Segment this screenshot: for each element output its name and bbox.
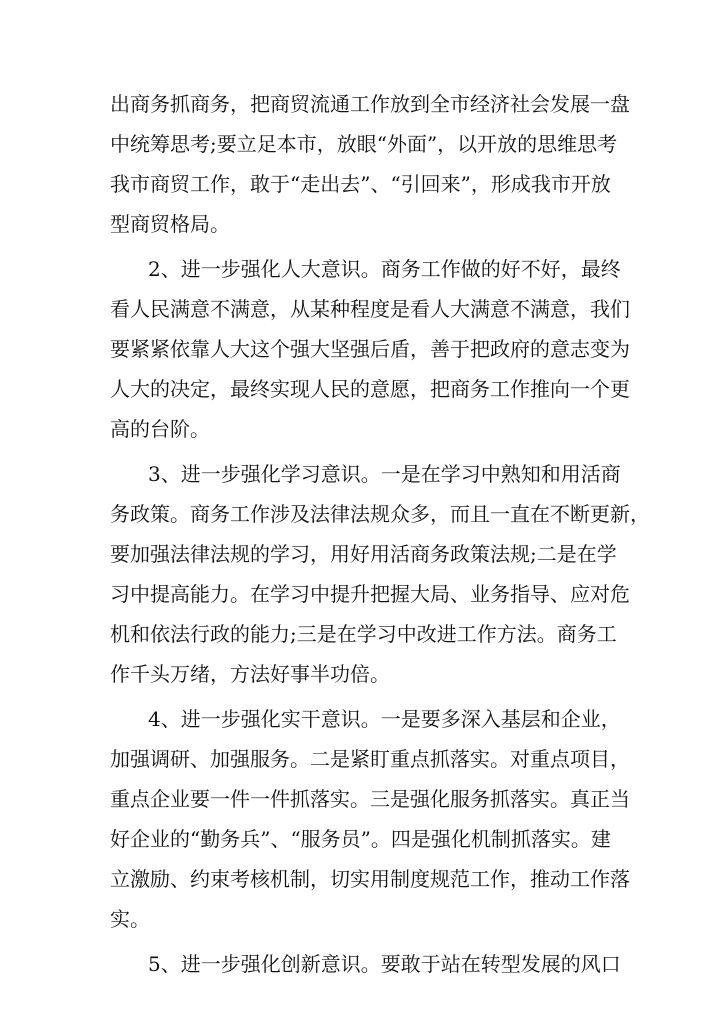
text-line: 4、进一步强化实干意识。一是要多深入基层和企业，: [148, 707, 621, 731]
text-line: 作千头万绪，方法好事半功倍。: [110, 662, 390, 686]
text-line: 看人民满意不满意，从某种程度是看人大满意不满意，我们: [110, 297, 630, 321]
text-line: 习中提高能力。在学习中提升把握大局、业务指导、应对危: [110, 582, 630, 606]
text-line: 我市商贸工作，敢于“走出去”、“引回来”，形成我市开放: [110, 172, 611, 196]
text-line: 要加强法律法规的学习，用好用活商务政策法规;二是在学: [110, 542, 617, 566]
text-line: 好企业的“勤务兵”、“服务员”。四是强化机制抓落实。建: [110, 827, 611, 851]
text-line: 机和依法行政的能力;三是在学习中改进工作方法。商务工: [110, 622, 617, 646]
text-line: 5、进一步强化创新意识。要敢于站在转型发展的风口: [148, 952, 621, 976]
text-line: 3、进一步强化学习意识。一是在学习中熟知和用活商: [148, 462, 621, 486]
text-line: 出商务抓商务，把商贸流通工作放到全市经济社会发展一盘: [110, 92, 630, 116]
text-line: 中统筹思考;要立足本市，放眼“外面”，以开放的思维思考: [110, 132, 618, 156]
text-line: 加强调研、加强服务。二是紧盯重点抓落实。对重点项目，: [110, 747, 630, 771]
text-line: 高的台阶。: [110, 417, 210, 441]
text-line: 型商贸格局。: [110, 212, 230, 236]
text-line: 立激励、约束考核机制，切实用制度规范工作，推动工作落: [110, 867, 630, 891]
text-line: 2、进一步强化人大意识。商务工作做的好不好，最终: [148, 257, 621, 281]
text-line: 务政策。商务工作涉及法律法规众多，而且一直在不断更新，: [110, 502, 650, 526]
text-line: 重点企业要一件一件抓落实。三是强化服务抓落实。真正当: [110, 787, 630, 811]
text-line: 人大的决定，最终实现人民的意愿，把商务工作推向一个更: [110, 377, 630, 401]
text-line: 实。: [110, 907, 150, 931]
text-line: 要紧紧依靠人大这个强大坚强后盾，善于把政府的意志变为: [110, 337, 630, 361]
